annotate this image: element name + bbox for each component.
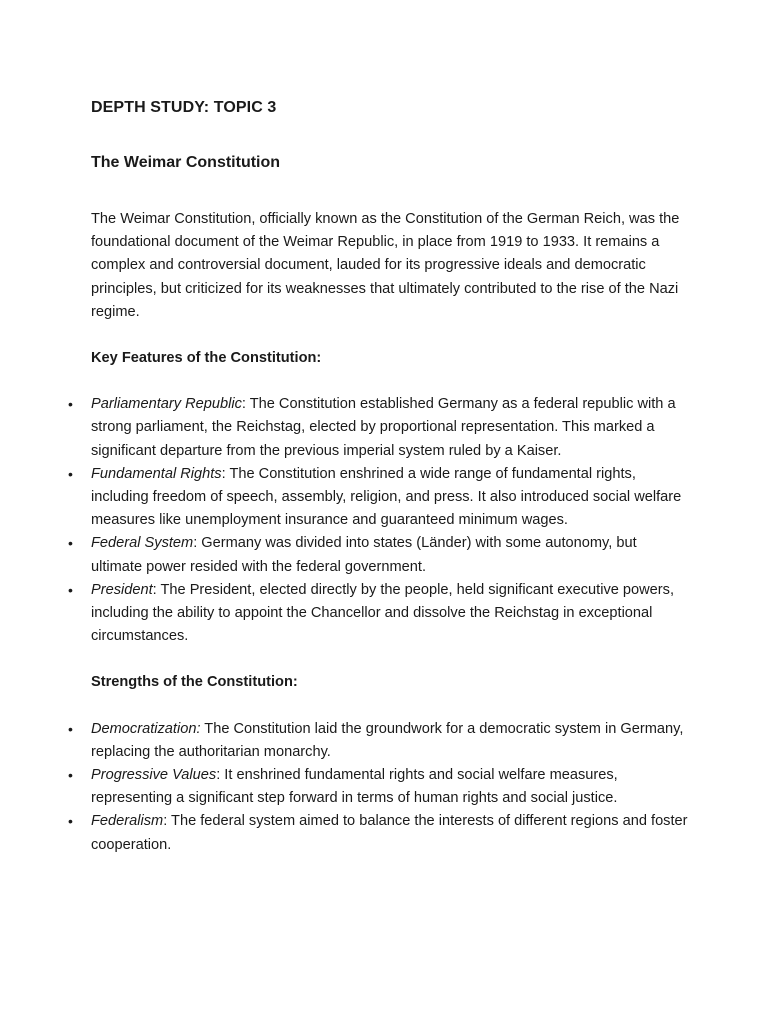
list-item bbox=[91, 764, 691, 810]
list-item-text: : Germany was divided into states (Länder) with some autonomy, but ultimate power resided with the federal government. bbox=[91, 535, 637, 575]
list-item bbox=[91, 810, 691, 856]
list-item-term: President bbox=[91, 581, 153, 598]
list-item bbox=[91, 532, 691, 578]
page-title: The Weimar Constitution bbox=[91, 154, 281, 171]
key-features-title: Key Features of the Constitution: bbox=[91, 350, 322, 367]
list-item-text: : The federal system aimed to balance the interests of different regions and foster cooperation. bbox=[91, 813, 688, 853]
list-item bbox=[91, 579, 691, 649]
list-item-term: Federal System bbox=[91, 535, 194, 552]
list-item-term: Democratization: bbox=[91, 720, 201, 737]
list-item-text: : The Constitution established Germany as a federal republic with a strong parliament, the Reichstag, elected by proportional representation. This marked a significant departure from the previous imperial system ruled by a Kaiser. bbox=[91, 396, 676, 459]
list-item bbox=[91, 463, 691, 533]
key-features-list bbox=[91, 393, 691, 648]
strengths-list bbox=[91, 718, 691, 857]
list-item-term: Federalism bbox=[91, 813, 164, 830]
list-item-term: Parliamentary Republic bbox=[91, 396, 242, 413]
intro-paragraph: The Weimar Constitution, officially known as the Constitution of the German Reich, was the foundational document of the Weimar Republic, in place from 1919 to 1933. It remains a complex and controversial document, lauded for its progressive ideals and democratic principles, but criticized for its weaknesses that ultimately contributed to the rise of the Nazi regime. bbox=[91, 211, 680, 320]
list-item-term: Progressive Values bbox=[91, 767, 217, 784]
list-item-text: : The Constitution enshrined a wide range of fundamental rights, including freedom of speech, assembly, religion, and press. It also introduced social welfare measures like unemployment insurance and guaranteed minimum wages. bbox=[91, 465, 682, 529]
list-item bbox=[91, 393, 691, 463]
list-item bbox=[91, 718, 691, 764]
list-item-text: The Constitution laid the groundwork for a democratic system in Germany, replacing the authoritarian monarchy. bbox=[91, 720, 684, 760]
strengths-title: Strengths of the Constitution: bbox=[91, 674, 298, 691]
list-item-text: : It enshrined fundamental rights and social welfare measures, representing a significant step forward in terms of human rights and social justice. bbox=[91, 767, 618, 807]
list-item-text: : The President, elected directly by the people, held significant executive powers, including the ability to appoint the Chancellor and dissolve the Reichstag in exceptional circumstances. bbox=[91, 581, 675, 645]
depth-study-heading: DEPTH STUDY: TOPIC 3 bbox=[91, 99, 277, 116]
list-item-term: Fundamental Rights bbox=[91, 465, 222, 482]
document-body bbox=[91, 208, 691, 880]
